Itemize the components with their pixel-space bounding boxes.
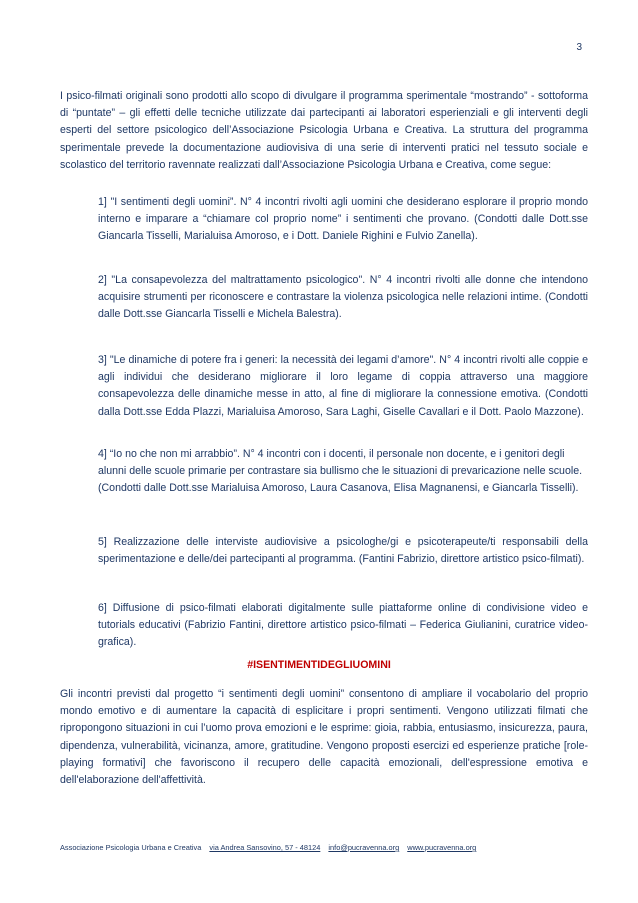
list-item-5: 5] Realizzazione delle interviste audiovisive a psicologhe/gi e psicoterapeute/ti responsabili della sperimentazione e delle/dei partecipanti al programma. (Fantini Fabrizio, direttore artistico psico-filmati). bbox=[98, 536, 588, 566]
hashtag-heading: #ISENTIMENTIDEGLIUOMINI bbox=[247, 659, 391, 671]
page-footer bbox=[60, 843, 476, 852]
list-item-4: 4] “Io no che non mi arrabbio”. N° 4 incontri con i docenti, il personale non docente, e i genitori degli alunni delle scuole primarie per contrastare sia bullismo che le situazioni di prevaricazione nelle scuole. (Condotti dalle Dott.sse Marialuisa Amoroso, Laura Casanova, Elisa Magnanensi, e Giancarla Tisselli). bbox=[98, 448, 583, 495]
page-number: 3 bbox=[576, 42, 582, 53]
list-item-1: 1] "I sentimenti degli uomini”. N° 4 incontri rivolti agli uomini che desiderano esplorare il proprio mondo interno e imparare a “chiamare col proprio nome” i sentimenti che provano. (Condotti dalle Dott.sse Giancarla Tisselli, Marialuisa Amoroso, e i Dott. Daniele Righini e Fulvio Zanella). bbox=[98, 196, 588, 243]
list-item-3: 3] "Le dinamiche di potere fra i generi: la necessità dei legami d’amore". N° 4 incontri rivolti alle coppie e agli individui che desiderano migliorare il loro legame di coppia attraverso una maggiore consapevolezza delle dinamiche messe in atto, al fine di migliorare la connessione emotiva. (Condotti dalla Dott.sse Edda Plazzi, Marialuisa Amoroso, Sara Laghi, Giselle Cavallari e il Dott. Paolo Mazzone). bbox=[98, 354, 588, 418]
footer-org: Associazione Psicologia Urbana e Creativa bbox=[60, 843, 202, 852]
list-item-6: 6] Diffusione di psico-filmati elaborati digitalmente sulle piattaforme online di condivisione video e tutorials educativi (Fabrizio Fantini, direttore artistico psico-filmati – Federica Giulianini, curatrice video-grafica). bbox=[98, 602, 588, 649]
footer-email-link[interactable]: info@pucravenna.org bbox=[328, 843, 400, 852]
intro-paragraph: I psico-filmati originali sono prodotti allo scopo di divulgare il programma sperimentale “mostrando” - sottoforma di “puntate” – gli effetti delle tecniche utilizzate dai partecipanti ai laboratori esperienziali e gli interventi degli esperti del settore psicologico dell’Associazione Psicologia Urbana e Creativa. La struttura del programma sperimentale prevede la documentazione audiovisiva di una serie di interventi pratici nel tessuto sociale e scolastico del territorio ravennate realizzati dall’Associazione Psicologia Urbana e Creativa, come segue: bbox=[60, 90, 588, 171]
footer-website-link[interactable]: www.pucravenna.org bbox=[407, 843, 477, 852]
list-item-2: 2] "La consapevolezza del maltrattamento psicologico". N° 4 incontri rivolti alle donne che intendono acquisire strumenti per riconoscere e contrastare la violenza psicologica nelle relazioni intime. (Condotti dalle Dott.sse Giancarla Tisselli e Michela Balestra). bbox=[98, 274, 588, 321]
final-paragraph: Gli incontri previsti dal progetto “i sentimenti degli uomini” consentono di ampliare il vocabolario del proprio mondo emotivo e di aumentare la capacità di esplicitare i propri sentimenti. Vengono utilizzati filmati che ripropongono situazioni in cui l’uomo prova emozioni e le esprime: gioia, rabbia, entusiasmo, insicurezza, paura, dipendenza, vulnerabilità, vicinanza, amore, gratitudine. Vengono proposti esercizi ed esperienze pratiche [role-playing formativi] che favoriscono il recupero delle capacità emozionali, dell'espressione emotiva e dell'elaborazione dell'affettività. bbox=[60, 688, 588, 787]
footer-address-link[interactable]: via Andrea Sansovino, 57 - 48124 bbox=[209, 843, 321, 852]
